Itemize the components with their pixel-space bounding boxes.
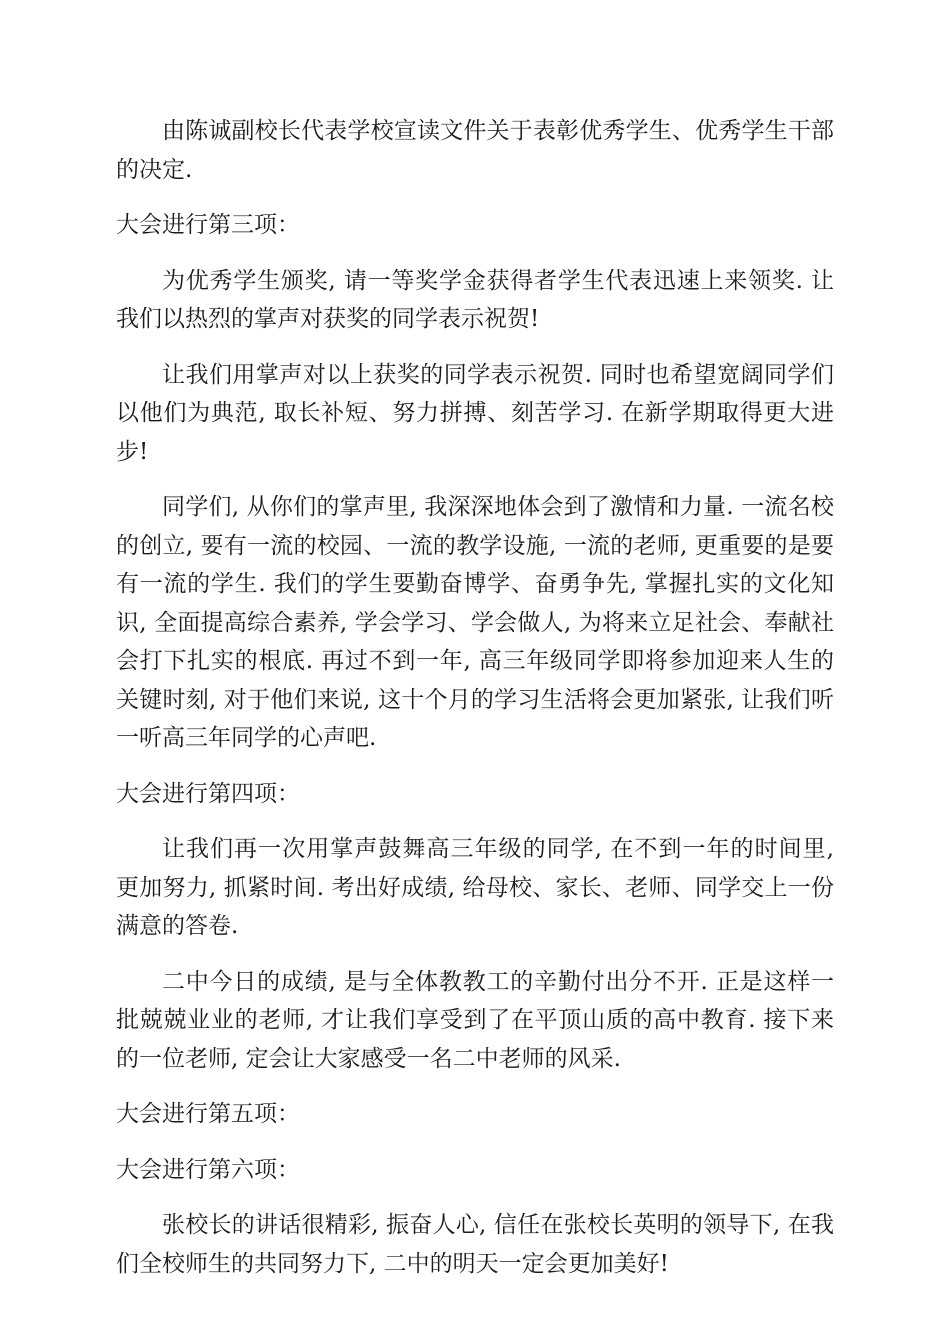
paragraph-teachers: 二中今日的成绩, 是与全体教教工的辛勤付出分不开. 正是这样一批兢兢业业的老师, 才让我们享受到了在平顶山质的高中教育. 接下来的一位老师, 定会让大家感受一名二中老师的风采. [116,968,834,1072]
item-heading-5: 大会进行第五项： [116,1101,300,1127]
paragraph-closing: 张校长的讲话很精彩, 振奋人心, 信任在张校长英明的领导下, 在我们全校师生的共同努力下, 二中的明天一定会更加美好! [116,1212,834,1277]
paragraph-students: 同学们, 从你们的掌声里, 我深深地体会到了激情和力量. 一流名校的创立, 要有一流的校园、一流的教学设施, 一流的老师, 更重要的是要有一流的学生. 我们的学生要勤奋博学、奋勇争先, 掌握扎实的文化知识, 全面提高综合素养, 学会学习、学会做人, 为将来立足社会、奉献社会打下扎实的根底. 再过不到一年, 高三年级同学即将参加迎来人生的关键时刻, 对于他们来说, 这十个月的学习生活将会更加紧张, 让我们听一听高三年同学的心声吧. [116,494,834,751]
paragraph-award: 为优秀学生颁奖, 请一等奖学金获得者学生代表迅速上来领奖. 让我们以热烈的掌声对获奖的同学表示祝贺! [116,267,834,332]
paragraph-congrats: 让我们用掌声对以上获奖的同学表示祝贺. 同时也希望宽阔同学们以他们为典范, 取长补短、努力拼搏、刻苦学习. 在新学期取得更大进步! [116,361,834,465]
item-heading-3: 大会进行第三项： [116,212,300,238]
paragraph-announcement: 由陈诚副校长代表学校宣读文件关于表彰优秀学生、优秀学生干部的决定. [116,118,834,183]
item-heading-4: 大会进行第四项： [116,780,300,807]
paragraph-encourage: 让我们再一次用掌声鼓舞高三年级的同学, 在不到一年的时间里, 更加努力, 抓紧时间. 考出好成绩, 给母校、家长、老师、同学交上一份满意的答卷. [116,836,834,939]
item-heading-6: 大会进行第六项： [116,1156,300,1183]
document-body [116,112,834,1300]
